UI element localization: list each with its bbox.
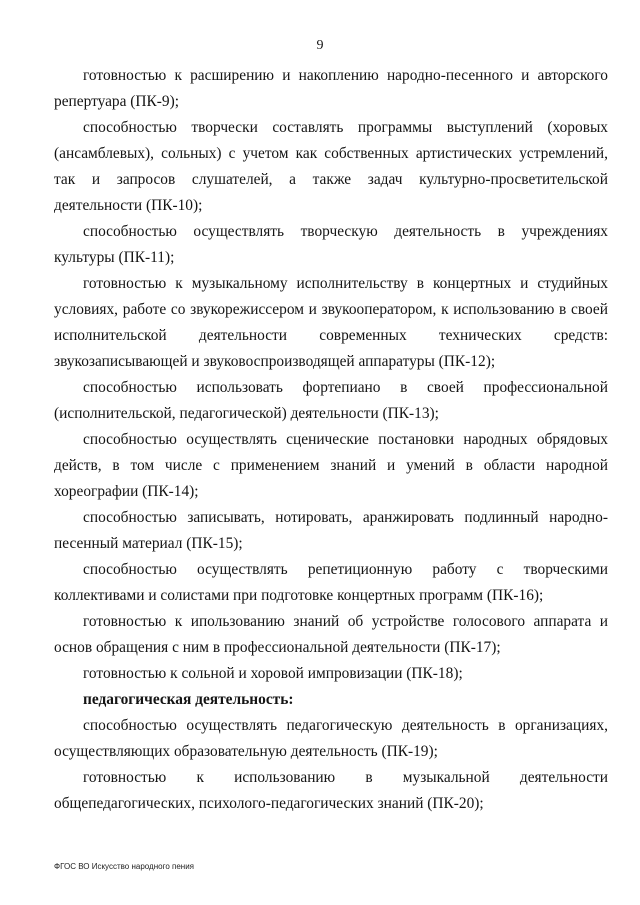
- competency-pk-20: готовностью к использованию в музыкальной деятельности общепедагогических, психолого-педагогических знаний (ПК-20);: [54, 769, 608, 812]
- competency-pk-14: способностью осуществлять сценические постановки народных обрядовых действ, в том числе с применением знаний и умений в области народной хореографии (ПК-14);: [54, 431, 608, 500]
- competency-pk-17: готовностью к ипользованию знаний об устройстве голосового аппарата и основ обращения с ним в профессиональной деятельности (ПК-17);: [54, 613, 608, 656]
- page-number: 9: [316, 38, 324, 53]
- competency-pk-15: способностью записывать, нотировать, аранжировать подлинный народно-песенный материал (ПК-15);: [54, 509, 608, 552]
- competency-pk-11: способностью осуществлять творческую деятельность в учреждениях культуры (ПК-11);: [54, 223, 608, 266]
- competency-pk-12: готовностью к музыкальному исполнительству в концертных и студийных условиях, работе со звукорежиссером и звукооператором, к использованию в своей исполнительской деятельности современных технических средств: звукозаписывающей и звуковоспроизводящей аппаратуры (ПК-12);: [54, 275, 608, 370]
- page-footer: ФГОС ВО Искусство народного пения: [54, 862, 194, 871]
- competency-pk-19: способностью осуществлять педагогическую деятельность в организациях, осуществляющих образовательную деятельность (ПК-19);: [54, 717, 608, 760]
- competency-pk-10: способностью творчески составлять программы выступлений (хоровых (ансамблевых), сольных) с учетом как собственных артистических устремлений, так и запросов слушателей, а также задач культурно-просветительской деятельности (ПК-10);: [54, 119, 608, 214]
- competency-pk-18: готовностью к сольной и хоровой импровизации (ПК-18);: [83, 665, 463, 682]
- section-heading-pedagogical: педагогическая деятельность:: [83, 691, 294, 708]
- competency-pk-16: способностью осуществлять репетиционную работу с творческими коллективами и солистами при подготовке концертных программ (ПК-16);: [54, 561, 608, 604]
- competency-pk-9: готовностью к расширению и накоплению народно-песенного и авторского репертуара (ПК-9);: [54, 67, 608, 110]
- competency-list: [54, 63, 608, 817]
- competency-pk-13: способностью использовать фортепиано в своей профессиональной (исполнительской, педагогической) деятельности (ПК-13);: [54, 379, 608, 422]
